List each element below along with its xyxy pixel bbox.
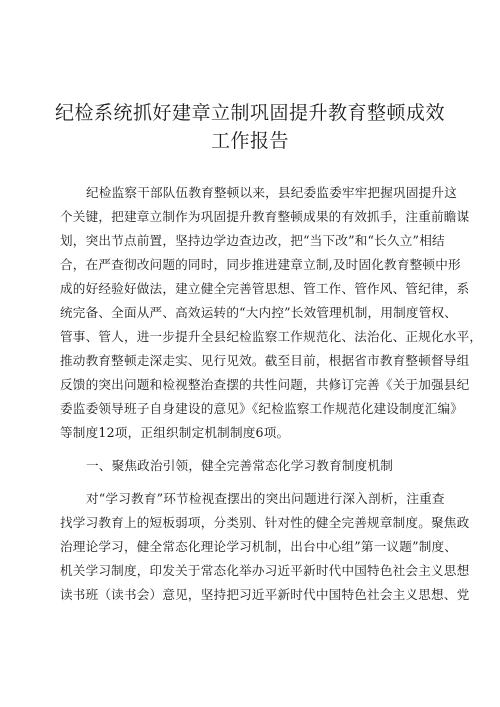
paragraph-2-line: 找学习教育上的短板弱项，分类别、针对性的健全完善规章制度。聚焦政 <box>60 515 470 530</box>
paragraph-2-line: 治理论学习，健全常态化理论学习机制，出台中心组”第一议题”制度、 <box>60 539 458 554</box>
section-1-heading: 一、聚焦政治引领，健全完善常态化学习教育制度机制 <box>86 458 394 473</box>
paragraph-1-line: 划，突出节点前置，坚持边学边查边改，把“当下改”和“长久立”相结 <box>60 233 445 248</box>
document-title-line-2: 工作报告 <box>210 130 289 152</box>
paragraph-1-line: 等制度12项，正组织制定机制制度6项。 <box>60 425 290 440</box>
paragraph-1-line: 个关键，把建章立制作为巩固提升教育整顿成果的有效抓手，注重前瞻谋 <box>60 209 470 224</box>
paragraph-1-line: 成的好经验好做法，建立健全完善管思想、管工作、管作风、管纪律，系 <box>60 281 470 296</box>
paragraph-1-line: 委监委领导班子自身建设的意见》《纪检监察工作规范化建设制度汇编》 <box>60 401 464 416</box>
paragraph-1-line: 管事、管人，进一步提升全县纪检监察工作规范化、法治化、正规化水平， <box>60 329 483 344</box>
paragraph-1-line: 合，在严查彻改问题的同时，同步推进建章立制,及时固化教育整顿中形 <box>60 257 461 272</box>
paragraph-1-line: 反馈的突出问题和检视整治查摆的共性问题，共修订完善《关于加强县纪 <box>60 377 470 392</box>
paragraph-2-line: 机关学习制度，印发关于常态化举办习近平新时代中国特色社会主义思想 <box>60 563 470 578</box>
paragraph-1-line: 纪检监察干部队伍教育整顿以来，县纪委监委牢牢把握巩固提升这 <box>86 185 458 200</box>
paragraph-1-line: 推动教育整顿走深走实、见行见效。截至目前，根据省市教育整顿督导组 <box>60 353 470 368</box>
paragraph-1-line: 统完备、全面从严、高效运转的“大内控”长效管理机制，用制度管权、 <box>60 305 458 320</box>
paragraph-2-line: 对“学习教育”环节检视查摆出的突出问题进行深入剖析，注重查 <box>86 491 445 506</box>
paragraph-2-line: 读书班（读书会）意见，坚持把习近平新时代中国特色社会主义思想、党 <box>60 587 470 602</box>
document-title-line-1: 纪检系统抓好建章立制巩固提升教育整顿成效 <box>54 102 445 124</box>
